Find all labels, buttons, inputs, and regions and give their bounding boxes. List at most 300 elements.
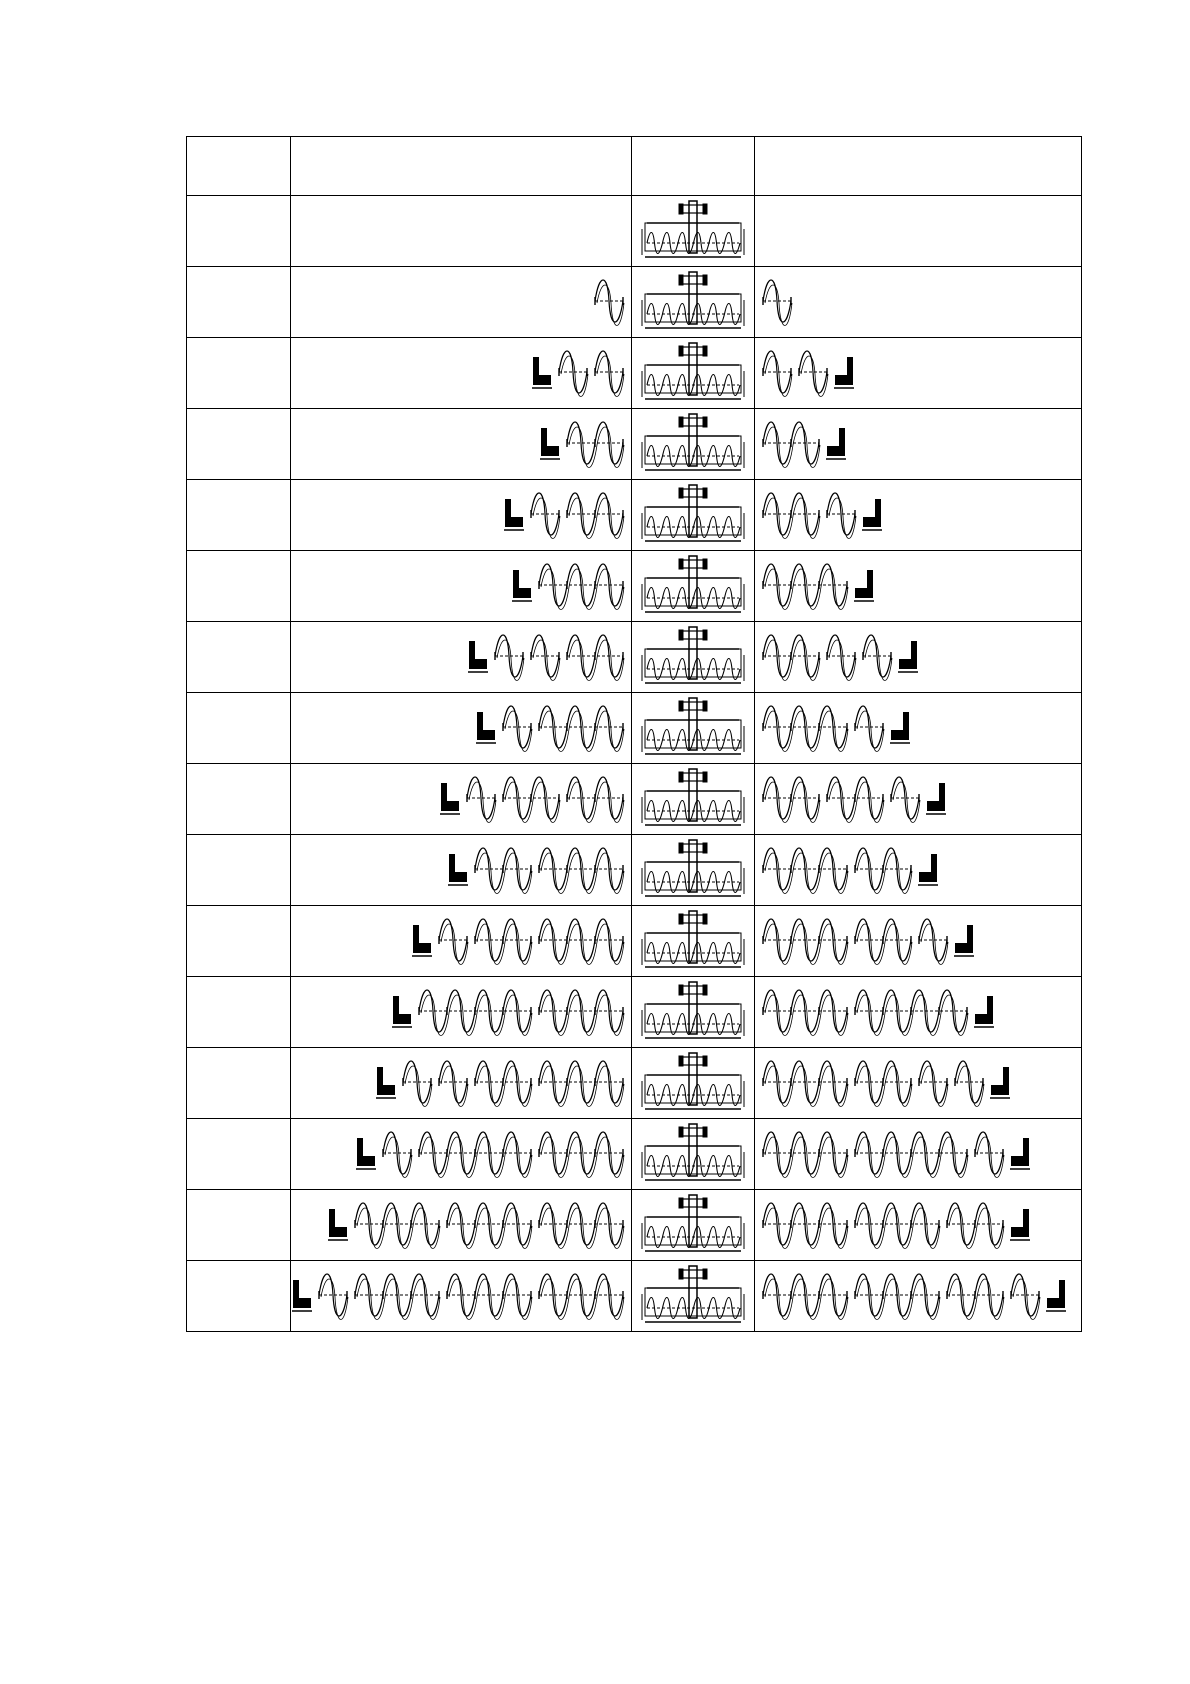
row-label-cell xyxy=(187,764,291,835)
auger-flight-icon xyxy=(537,697,625,759)
auger-flight-module xyxy=(889,768,921,830)
end-bearing-module xyxy=(953,921,975,961)
auger-flight-module xyxy=(537,1265,625,1327)
auger-flight-icon xyxy=(565,768,625,830)
left-flight-cell xyxy=(291,409,632,480)
end-bearing-icon xyxy=(989,1063,1011,1103)
end-bearing-module xyxy=(531,353,553,393)
row-label-cell xyxy=(187,835,291,906)
right-flight-cell xyxy=(755,1190,1082,1261)
auger-flight-icon xyxy=(761,484,821,546)
auger-flight-module xyxy=(537,555,625,617)
row-label-cell xyxy=(187,409,291,480)
auger-flight-module xyxy=(445,1194,533,1256)
auger-configuration-table xyxy=(186,136,1082,1332)
auger-flight-icon xyxy=(973,1123,1005,1185)
auger-flight-module xyxy=(537,910,625,972)
auger-flight-icon xyxy=(853,839,913,901)
auger-flight-module xyxy=(853,839,913,901)
table-row xyxy=(187,409,1082,480)
auger-flight-module xyxy=(761,342,793,404)
center-gearbox-cell xyxy=(632,977,755,1048)
gearbox-auger-icon xyxy=(639,1051,747,1115)
auger-flight-module xyxy=(417,1123,533,1185)
table-header-row xyxy=(187,137,1082,196)
end-bearing-icon xyxy=(355,1134,377,1174)
table-row xyxy=(187,1190,1082,1261)
auger-flight-module xyxy=(565,413,625,475)
auger-flight-module xyxy=(973,1123,1005,1185)
auger-flight-icon xyxy=(473,1052,533,1114)
row-label-cell xyxy=(187,480,291,551)
auger-flight-icon xyxy=(861,626,893,688)
auger-flight-module xyxy=(853,1052,913,1114)
right-flight-cell xyxy=(755,835,1082,906)
right-flight-cell xyxy=(755,622,1082,693)
gearbox-auger-icon xyxy=(639,767,747,831)
auger-flight-icon xyxy=(537,1194,625,1256)
end-bearing-icon xyxy=(953,921,975,961)
auger-flight-icon xyxy=(853,1265,941,1327)
gearbox-auger-icon xyxy=(639,625,747,689)
end-bearing-icon xyxy=(917,850,939,890)
auger-flight-module xyxy=(797,342,829,404)
left-flight-cell xyxy=(291,1119,632,1190)
auger-flight-icon xyxy=(761,697,849,759)
center-gearbox-cell xyxy=(632,693,755,764)
auger-flight-icon xyxy=(537,839,625,901)
auger-flight-module xyxy=(537,1123,625,1185)
row-label-cell xyxy=(187,1190,291,1261)
auger-flight-module xyxy=(761,1194,849,1256)
table-body xyxy=(187,137,1082,1332)
auger-flight-module xyxy=(761,555,849,617)
end-bearing-icon xyxy=(291,1276,313,1316)
gearbox-auger-icon xyxy=(639,838,747,902)
table-row xyxy=(187,1261,1082,1332)
center-gearbox-cell xyxy=(632,906,755,977)
auger-flight-icon xyxy=(529,626,561,688)
auger-flight-icon xyxy=(761,1052,849,1114)
end-bearing-icon xyxy=(475,708,497,748)
auger-flight-icon xyxy=(353,1265,441,1327)
auger-flight-module xyxy=(761,768,821,830)
auger-flight-module xyxy=(825,768,885,830)
end-bearing-module xyxy=(503,495,525,535)
auger-flight-module xyxy=(853,697,885,759)
left-flight-cell xyxy=(291,1048,632,1119)
auger-flight-module xyxy=(853,1265,941,1327)
header-cell xyxy=(755,137,1082,196)
center-gearbox-cell xyxy=(632,409,755,480)
left-flight-cell xyxy=(291,906,632,977)
left-flight-cell xyxy=(291,1190,632,1261)
end-bearing-icon xyxy=(1045,1276,1067,1316)
row-label-cell xyxy=(187,267,291,338)
auger-flight-module xyxy=(761,626,821,688)
right-flight-cell xyxy=(755,1261,1082,1332)
auger-flight-icon xyxy=(853,981,969,1043)
auger-flight-module xyxy=(353,1194,441,1256)
end-bearing-module xyxy=(327,1205,349,1245)
auger-flight-icon xyxy=(1009,1265,1041,1327)
end-bearing-module xyxy=(291,1276,313,1316)
right-flight-cell xyxy=(755,338,1082,409)
auger-flight-module xyxy=(353,1265,441,1327)
end-bearing-icon xyxy=(861,495,883,535)
table-row xyxy=(187,196,1082,267)
row-label-cell xyxy=(187,622,291,693)
left-flight-cell xyxy=(291,480,632,551)
auger-flight-module xyxy=(565,626,625,688)
auger-flight-icon xyxy=(537,1052,625,1114)
auger-flight-module xyxy=(853,1194,941,1256)
auger-flight-icon xyxy=(401,1052,433,1114)
auger-flight-module xyxy=(1009,1265,1041,1327)
auger-flight-icon xyxy=(537,910,625,972)
table-row xyxy=(187,338,1082,409)
auger-flight-module xyxy=(437,1052,469,1114)
auger-flight-module xyxy=(861,626,893,688)
end-bearing-module xyxy=(447,850,469,890)
auger-flight-icon xyxy=(473,839,533,901)
auger-flight-icon xyxy=(761,981,849,1043)
auger-flight-icon xyxy=(317,1265,349,1327)
auger-flight-icon xyxy=(565,413,625,475)
end-bearing-icon xyxy=(503,495,525,535)
gearbox-auger-icon xyxy=(639,980,747,1044)
table-row xyxy=(187,977,1082,1048)
auger-flight-module xyxy=(761,1052,849,1114)
end-bearing-module xyxy=(1009,1205,1031,1245)
auger-flight-icon xyxy=(825,626,857,688)
auger-flight-module xyxy=(761,697,849,759)
end-bearing-icon xyxy=(973,992,995,1032)
row-label-cell xyxy=(187,196,291,267)
auger-flight-icon xyxy=(501,768,561,830)
gearbox-auger-icon xyxy=(639,1193,747,1257)
end-bearing-icon xyxy=(825,424,847,464)
gearbox-auger-icon xyxy=(639,483,747,547)
auger-flight-module xyxy=(317,1265,349,1327)
auger-flight-module xyxy=(401,1052,433,1114)
right-flight-cell xyxy=(755,764,1082,835)
auger-flight-icon xyxy=(437,1052,469,1114)
auger-flight-icon xyxy=(565,626,625,688)
right-flight-cell xyxy=(755,551,1082,622)
auger-flight-module xyxy=(853,1123,969,1185)
end-bearing-icon xyxy=(925,779,947,819)
left-flight-cell xyxy=(291,764,632,835)
left-flight-cell xyxy=(291,693,632,764)
auger-flight-module xyxy=(945,1194,1005,1256)
center-gearbox-cell xyxy=(632,267,755,338)
gearbox-auger-icon xyxy=(639,909,747,973)
auger-flight-module xyxy=(381,1123,413,1185)
auger-flight-module xyxy=(917,910,949,972)
gearbox-auger-icon xyxy=(639,554,747,618)
auger-flight-icon xyxy=(853,1052,913,1114)
end-bearing-module xyxy=(989,1063,1011,1103)
left-flight-cell xyxy=(291,338,632,409)
auger-flight-module xyxy=(953,1052,985,1114)
center-gearbox-cell xyxy=(632,1190,755,1261)
auger-flight-icon xyxy=(381,1123,413,1185)
auger-flight-icon xyxy=(501,697,533,759)
auger-flight-icon xyxy=(557,342,589,404)
table-row xyxy=(187,622,1082,693)
auger-flight-icon xyxy=(445,1194,533,1256)
header-cell xyxy=(291,137,632,196)
auger-flight-module xyxy=(537,1052,625,1114)
end-bearing-icon xyxy=(853,566,875,606)
end-bearing-module xyxy=(411,921,433,961)
auger-flight-module xyxy=(593,271,625,333)
auger-flight-module xyxy=(565,484,625,546)
auger-flight-module xyxy=(853,910,913,972)
auger-flight-module xyxy=(761,484,821,546)
table-row xyxy=(187,693,1082,764)
left-flight-cell xyxy=(291,551,632,622)
auger-flight-icon xyxy=(761,342,793,404)
right-flight-cell xyxy=(755,267,1082,338)
end-bearing-icon xyxy=(391,992,413,1032)
end-bearing-module xyxy=(439,779,461,819)
auger-flight-icon xyxy=(565,484,625,546)
auger-flight-icon xyxy=(853,1123,969,1185)
gearbox-auger-icon xyxy=(639,1122,747,1186)
right-flight-cell xyxy=(755,977,1082,1048)
center-gearbox-cell xyxy=(632,835,755,906)
left-flight-cell xyxy=(291,622,632,693)
auger-flight-icon xyxy=(825,768,885,830)
end-bearing-module xyxy=(861,495,883,535)
left-flight-cell xyxy=(291,267,632,338)
auger-flight-module xyxy=(761,1265,849,1327)
center-gearbox-cell xyxy=(632,764,755,835)
center-gearbox-cell xyxy=(632,1261,755,1332)
table-row xyxy=(187,1119,1082,1190)
auger-flight-module xyxy=(761,839,849,901)
table-row xyxy=(187,551,1082,622)
end-bearing-module xyxy=(511,566,533,606)
row-label-cell xyxy=(187,906,291,977)
left-flight-cell xyxy=(291,835,632,906)
table-row xyxy=(187,906,1082,977)
end-bearing-module xyxy=(475,708,497,748)
gearbox-auger-icon xyxy=(639,270,747,334)
auger-flight-icon xyxy=(889,768,921,830)
end-bearing-icon xyxy=(1009,1134,1031,1174)
row-label-cell xyxy=(187,693,291,764)
auger-flight-icon xyxy=(853,1194,941,1256)
auger-flight-icon xyxy=(761,839,849,901)
right-flight-cell xyxy=(755,693,1082,764)
end-bearing-module xyxy=(391,992,413,1032)
row-label-cell xyxy=(187,551,291,622)
auger-flight-icon xyxy=(853,697,885,759)
auger-flight-icon xyxy=(465,768,497,830)
auger-flight-icon xyxy=(537,555,625,617)
auger-flight-module xyxy=(465,768,497,830)
auger-flight-icon xyxy=(417,1123,533,1185)
end-bearing-icon xyxy=(411,921,433,961)
auger-flight-module xyxy=(945,1265,1005,1327)
end-bearing-icon xyxy=(531,353,553,393)
auger-flight-icon xyxy=(761,271,793,333)
header-cell xyxy=(187,137,291,196)
auger-flight-module xyxy=(537,697,625,759)
end-bearing-module xyxy=(917,850,939,890)
left-flight-cell xyxy=(291,1261,632,1332)
auger-flight-icon xyxy=(537,1265,625,1327)
auger-flight-icon xyxy=(761,1194,849,1256)
gearbox-auger-icon xyxy=(639,696,747,760)
auger-flight-icon xyxy=(437,910,469,972)
auger-flight-module xyxy=(761,981,849,1043)
end-bearing-module xyxy=(889,708,911,748)
auger-flight-module xyxy=(501,768,561,830)
auger-flight-module xyxy=(761,1123,849,1185)
center-gearbox-cell xyxy=(632,1119,755,1190)
table-row xyxy=(187,480,1082,551)
auger-flight-module xyxy=(473,910,533,972)
end-bearing-icon xyxy=(467,637,489,677)
row-label-cell xyxy=(187,1119,291,1190)
end-bearing-icon xyxy=(1009,1205,1031,1245)
auger-flight-icon xyxy=(945,1265,1005,1327)
auger-flight-module xyxy=(537,1194,625,1256)
row-label-cell xyxy=(187,1261,291,1332)
auger-flight-module xyxy=(529,626,561,688)
auger-flight-module xyxy=(557,342,589,404)
auger-flight-icon xyxy=(825,484,857,546)
gearbox-auger-icon xyxy=(639,1264,747,1328)
end-bearing-module xyxy=(1009,1134,1031,1174)
auger-flight-icon xyxy=(797,342,829,404)
auger-flight-icon xyxy=(537,1123,625,1185)
center-gearbox-cell xyxy=(632,338,755,409)
end-bearing-icon xyxy=(439,779,461,819)
end-bearing-module xyxy=(375,1063,397,1103)
right-flight-cell xyxy=(755,480,1082,551)
auger-flight-module xyxy=(761,413,821,475)
end-bearing-module xyxy=(825,424,847,464)
end-bearing-module xyxy=(355,1134,377,1174)
end-bearing-module xyxy=(1045,1276,1067,1316)
table-row xyxy=(187,835,1082,906)
end-bearing-module xyxy=(539,424,561,464)
gearbox-auger-icon xyxy=(639,199,747,263)
auger-flight-module xyxy=(473,839,533,901)
auger-flight-icon xyxy=(529,484,561,546)
end-bearing-icon xyxy=(897,637,919,677)
auger-flight-icon xyxy=(537,981,625,1043)
row-label-cell xyxy=(187,338,291,409)
gearbox-auger-icon xyxy=(639,412,747,476)
auger-flight-icon xyxy=(761,1265,849,1327)
right-flight-cell xyxy=(755,1119,1082,1190)
end-bearing-module xyxy=(467,637,489,677)
auger-flight-module xyxy=(917,1052,949,1114)
row-label-cell xyxy=(187,977,291,1048)
center-gearbox-cell xyxy=(632,1048,755,1119)
auger-flight-module xyxy=(761,271,793,333)
auger-flight-module xyxy=(761,910,849,972)
end-bearing-module xyxy=(853,566,875,606)
auger-flight-module xyxy=(437,910,469,972)
auger-flight-icon xyxy=(761,626,821,688)
end-bearing-module xyxy=(973,992,995,1032)
auger-flight-icon xyxy=(473,910,533,972)
end-bearing-icon xyxy=(889,708,911,748)
end-bearing-icon xyxy=(511,566,533,606)
auger-flight-icon xyxy=(417,981,533,1043)
auger-flight-icon xyxy=(761,1123,849,1185)
header-cell xyxy=(632,137,755,196)
center-gearbox-cell xyxy=(632,480,755,551)
gearbox-auger-icon xyxy=(639,341,747,405)
right-flight-cell xyxy=(755,196,1082,267)
center-gearbox-cell xyxy=(632,622,755,693)
auger-flight-module xyxy=(473,1052,533,1114)
auger-flight-icon xyxy=(761,413,821,475)
center-gearbox-cell xyxy=(632,551,755,622)
end-bearing-module xyxy=(897,637,919,677)
auger-flight-icon xyxy=(853,910,913,972)
auger-flight-module xyxy=(537,839,625,901)
auger-flight-module xyxy=(445,1265,533,1327)
auger-flight-module xyxy=(593,342,625,404)
auger-flight-icon xyxy=(761,555,849,617)
auger-flight-module xyxy=(853,981,969,1043)
left-flight-cell xyxy=(291,196,632,267)
right-flight-cell xyxy=(755,906,1082,977)
center-gearbox-cell xyxy=(632,196,755,267)
auger-flight-module xyxy=(825,626,857,688)
auger-flight-icon xyxy=(353,1194,441,1256)
end-bearing-icon xyxy=(375,1063,397,1103)
end-bearing-icon xyxy=(327,1205,349,1245)
auger-flight-module xyxy=(501,697,533,759)
auger-flight-icon xyxy=(593,342,625,404)
auger-flight-icon xyxy=(953,1052,985,1114)
table-row xyxy=(187,267,1082,338)
end-bearing-icon xyxy=(833,353,855,393)
auger-flight-icon xyxy=(493,626,525,688)
auger-flight-module xyxy=(565,768,625,830)
auger-flight-module xyxy=(417,981,533,1043)
auger-flight-module xyxy=(825,484,857,546)
auger-flight-module xyxy=(537,981,625,1043)
auger-flight-icon xyxy=(593,271,625,333)
table-row xyxy=(187,764,1082,835)
row-label-cell xyxy=(187,1048,291,1119)
right-flight-cell xyxy=(755,1048,1082,1119)
auger-flight-icon xyxy=(445,1265,533,1327)
auger-flight-module xyxy=(493,626,525,688)
end-bearing-module xyxy=(925,779,947,819)
auger-flight-icon xyxy=(761,768,821,830)
auger-flight-icon xyxy=(761,910,849,972)
end-bearing-icon xyxy=(447,850,469,890)
auger-flight-module xyxy=(529,484,561,546)
auger-flight-icon xyxy=(917,910,949,972)
right-flight-cell xyxy=(755,409,1082,480)
auger-flight-icon xyxy=(917,1052,949,1114)
end-bearing-icon xyxy=(539,424,561,464)
auger-flight-icon xyxy=(945,1194,1005,1256)
